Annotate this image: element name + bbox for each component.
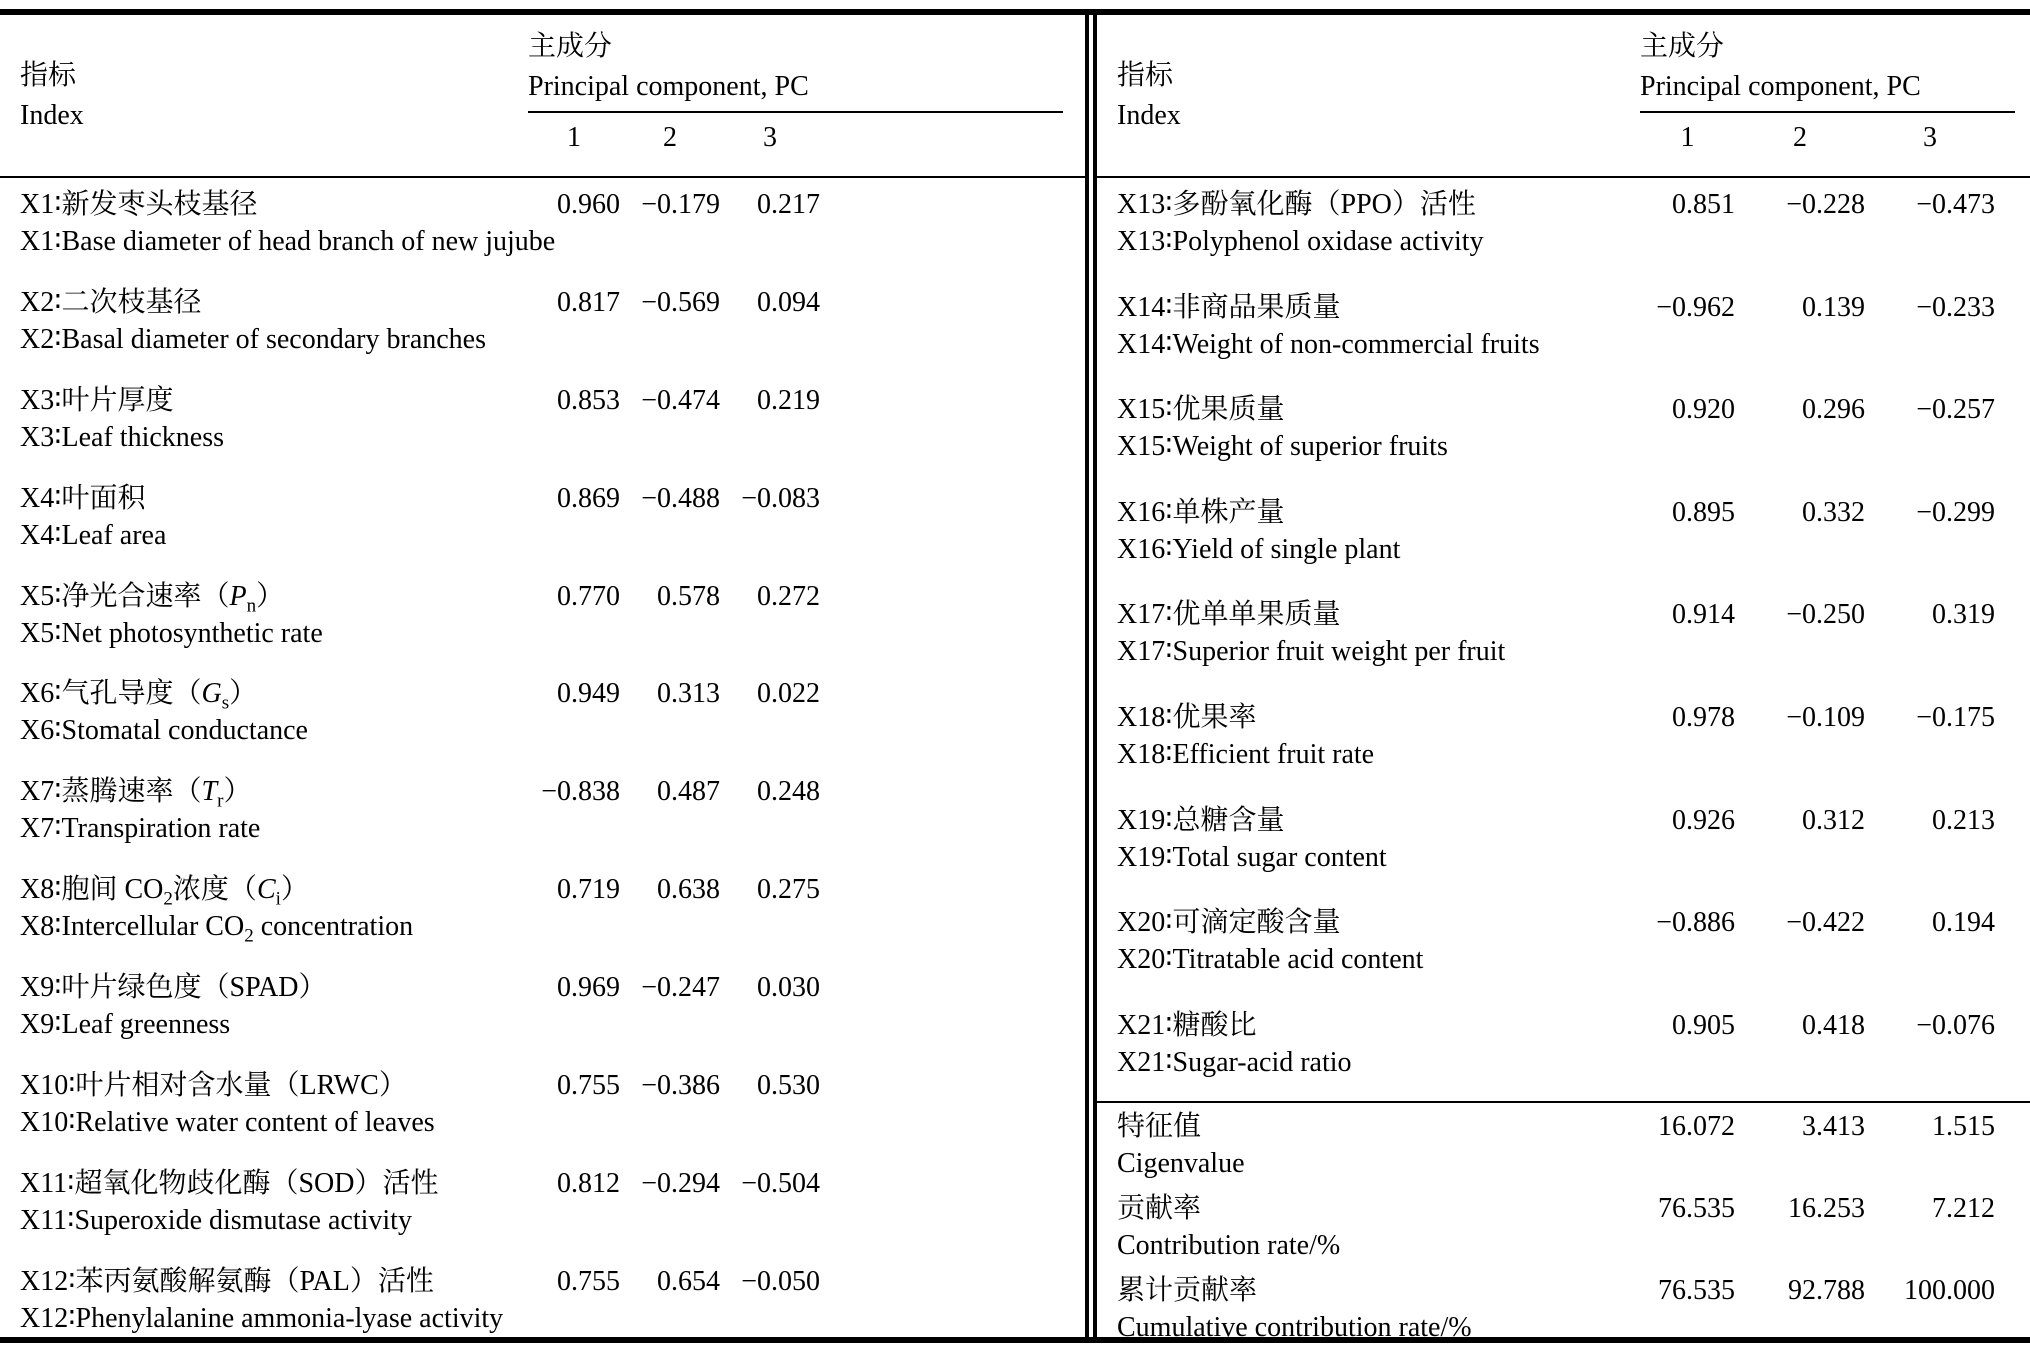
pc2-value: −0.294 — [641, 1167, 720, 1199]
row-label-en: X4∶Leaf area — [20, 519, 167, 551]
row-label-zh: X20∶可滴定酸含量 — [1117, 907, 1341, 939]
pc3-value: −0.504 — [741, 1167, 820, 1199]
row-label-en: X2∶Basal diameter of secondary branches — [20, 323, 486, 355]
pc2-value: −0.386 — [641, 1070, 720, 1102]
row-label-zh: X7∶蒸腾速率$(T_r)$ — [20, 776, 252, 812]
pc-col-3: 3 — [763, 122, 777, 153]
pc1-value: −0.962 — [1656, 291, 1735, 323]
row-values — [528, 578, 820, 615]
pc1-value: 76.535 — [1658, 1192, 1735, 1224]
pc3-value: 0.030 — [757, 972, 820, 1004]
pc1-value: −0.838 — [541, 776, 620, 808]
pc1-value: 0.869 — [557, 482, 620, 514]
pc2-value: −0.422 — [1786, 907, 1865, 939]
row-values — [528, 969, 820, 1006]
row-label-zh: X18∶优果率 — [1117, 701, 1257, 733]
pc3-value: 0.094 — [757, 286, 820, 318]
table-row — [1097, 178, 2030, 281]
row-values — [528, 284, 820, 321]
pc1-value: 0.978 — [1672, 701, 1735, 733]
table-row — [1097, 794, 2030, 897]
pc2-value: 92.788 — [1788, 1274, 1865, 1306]
pc2-value: 0.578 — [657, 580, 720, 612]
index-column-header — [1117, 15, 1181, 176]
pc2-value: −0.109 — [1786, 701, 1865, 733]
row-values — [528, 1165, 820, 1202]
table-row — [0, 1255, 1085, 1353]
pc1-value: 0.851 — [1672, 189, 1735, 220]
pc2-value: −0.247 — [641, 972, 720, 1004]
pc2-value: 0.313 — [657, 678, 720, 710]
row-label-zh: X12∶苯丙氨酸解氨酶（PAL）活性 — [20, 1265, 434, 1297]
row-label-en: X1∶Base diameter of head branch of new jujube — [20, 226, 556, 257]
row-values — [528, 871, 820, 908]
row-label-zh: X10∶叶片相对含水量（LRWC） — [20, 1070, 407, 1102]
pc3-value: 7.212 — [1932, 1192, 1995, 1224]
table-row — [0, 570, 1085, 668]
pc3-value: −0.050 — [741, 1265, 820, 1297]
pc-col-3: 3 — [1923, 122, 1937, 153]
pc2-value: −0.250 — [1786, 599, 1865, 631]
row-values — [528, 382, 820, 419]
row-label-zh: X8∶胞间 $CO_2$浓度$(C_i)$ — [20, 874, 309, 910]
pc3-value: 0.194 — [1932, 907, 1995, 939]
pc2-value: 0.312 — [1802, 804, 1865, 836]
pc2-value: 16.253 — [1788, 1192, 1865, 1224]
pc2-value: 0.418 — [1802, 1009, 1865, 1041]
pc2-value: 0.487 — [657, 776, 720, 808]
table-row — [1097, 999, 2030, 1102]
row-label-zh: X9∶叶片绿色度（SPAD） — [20, 972, 327, 1004]
row-label-en: Contribution rate/% — [1117, 1229, 1341, 1261]
pc3-value: 1.515 — [1932, 1111, 1995, 1143]
row-label-zh: X16∶单株产量 — [1117, 496, 1285, 528]
pc1-value: 0.960 — [557, 189, 620, 220]
row-values — [528, 480, 820, 517]
principal-component-header — [1640, 27, 2015, 163]
principal-component-header — [528, 27, 1063, 163]
table-row — [1097, 1185, 2030, 1267]
pc1-value: 0.755 — [557, 1265, 620, 1297]
row-values — [1640, 494, 1995, 531]
index-header-en: Index — [1117, 99, 1181, 131]
pc2-value: −0.179 — [641, 189, 720, 220]
index-header-zh: 指标 — [1117, 59, 1174, 91]
row-label-en: X9∶Leaf greenness — [20, 1009, 231, 1041]
pc-header-zh: 主成分 — [528, 31, 613, 62]
pc3-value: 0.319 — [1932, 599, 1995, 631]
pc3-value: 0.530 — [757, 1070, 820, 1102]
row-label-zh: X6∶气孔导度$(G_s)$ — [20, 678, 258, 715]
row-values — [1640, 1007, 1995, 1044]
table-row — [0, 667, 1085, 765]
pc1-value: 0.914 — [1672, 599, 1735, 631]
row-label-zh: X14∶非商品果质量 — [1117, 291, 1341, 323]
pc-column-numbers — [1640, 113, 2015, 163]
pc1-value: 0.969 — [557, 972, 620, 1004]
table-row — [0, 1157, 1085, 1255]
row-values — [1640, 289, 1995, 326]
row-values — [1640, 904, 1995, 941]
pc3-value: 0.248 — [757, 776, 820, 808]
row-label-en: X19∶Total sugar content — [1117, 841, 1387, 873]
pc-column-numbers — [528, 113, 1063, 163]
pc3-value: 0.217 — [757, 189, 820, 220]
row-label-zh: X1∶新发枣头枝基径 — [20, 189, 258, 220]
pc1-value: 76.535 — [1658, 1274, 1735, 1306]
row-label-en: X21∶Sugar-acid ratio — [1117, 1046, 1352, 1078]
pc2-value: 0.638 — [657, 874, 720, 906]
pc-col-1: 1 — [1680, 122, 1695, 153]
pc3-value: 100.000 — [1904, 1274, 1995, 1306]
row-values — [1640, 1108, 1995, 1145]
pc-header-en: Principal component, PC — [1640, 71, 1921, 102]
left-header — [0, 15, 1085, 178]
table-row — [1097, 486, 2030, 589]
table-row — [1097, 281, 2030, 384]
pc1-value: −0.886 — [1656, 907, 1735, 939]
row-label-zh: X21∶糖酸比 — [1117, 1009, 1257, 1041]
pc-header-en: Principal component, PC — [528, 71, 809, 102]
pc1-value: 0.719 — [557, 874, 620, 906]
pc2-value: 3.413 — [1802, 1111, 1865, 1143]
table-row — [1097, 383, 2030, 486]
index-column-header — [20, 15, 84, 176]
pc2-value: −0.474 — [641, 384, 720, 416]
table-row — [0, 178, 1085, 276]
table-row — [1097, 896, 2030, 999]
row-label-zh: X15∶优果质量 — [1117, 394, 1285, 426]
table-row — [1097, 588, 2030, 691]
pc1-value: 0.905 — [1672, 1009, 1735, 1041]
row-values — [1640, 802, 1995, 839]
row-label-en: X20∶Titratable acid content — [1117, 944, 1424, 976]
pc3-value: 0.219 — [757, 384, 820, 416]
pc1-value: 0.949 — [557, 678, 620, 710]
row-label-en: X6∶Stomatal conductance — [20, 715, 308, 747]
pc2-value: −0.569 — [641, 286, 720, 318]
table-right-half — [1085, 15, 2030, 1343]
pc-col-2: 2 — [663, 122, 677, 153]
row-label-zh: X13∶多酚氧化酶（PPO）活性 — [1117, 189, 1476, 220]
pc1-value: 0.770 — [557, 580, 620, 612]
pc1-value: 0.853 — [557, 384, 620, 416]
pc1-value: 16.072 — [1658, 1111, 1735, 1143]
row-label-zh: X11∶超氧化物歧化酶（SOD）活性 — [20, 1167, 439, 1199]
pc2-value: 0.139 — [1802, 291, 1865, 323]
row-label-zh: 累计贡献率 — [1117, 1274, 1258, 1306]
table-row — [1097, 691, 2030, 794]
row-label-zh: 特征值 — [1117, 1111, 1202, 1143]
pc3-value: 0.272 — [757, 580, 820, 612]
pc1-value: 0.812 — [557, 1167, 620, 1199]
pc3-value: 0.022 — [757, 678, 820, 710]
row-label-zh: X2∶二次枝基径 — [20, 286, 202, 318]
table-left-half — [0, 15, 1085, 1337]
pc3-value: −0.076 — [1916, 1009, 1995, 1041]
row-label-en: X13∶Polyphenol oxidase activity — [1117, 226, 1484, 257]
row-values — [1640, 596, 1995, 633]
pc1-value: 0.895 — [1672, 496, 1735, 528]
row-values — [528, 186, 820, 223]
row-values — [528, 675, 820, 712]
table-row — [0, 276, 1085, 374]
row-label-en: X8∶Intercellular $CO_2$ concentration — [20, 911, 414, 947]
row-label-en: X11∶Superoxide dismutase activity — [20, 1204, 412, 1236]
row-values — [1640, 186, 1995, 223]
pc3-value: −0.257 — [1916, 394, 1995, 426]
pc3-value: −0.233 — [1916, 291, 1995, 323]
row-values — [1640, 391, 1995, 428]
summary-section — [1097, 1101, 2030, 1348]
pc3-value: −0.299 — [1916, 496, 1995, 528]
table-row — [0, 1059, 1085, 1157]
pc-col-2: 2 — [1793, 122, 1807, 153]
row-label-en: X5∶Net photosynthetic rate — [20, 617, 323, 649]
row-label-en: X16∶Yield of single plant — [1117, 533, 1401, 565]
table-row — [0, 961, 1085, 1059]
row-label-zh: X17∶优单单果质量 — [1117, 599, 1341, 631]
pc3-value: −0.083 — [741, 482, 820, 514]
table-row — [0, 472, 1085, 570]
pc3-value: −0.473 — [1916, 189, 1995, 220]
row-label-zh: 贡献率 — [1117, 1192, 1202, 1224]
row-values — [1640, 699, 1995, 736]
left-rows — [0, 178, 1085, 1353]
pc3-value: 0.275 — [757, 874, 820, 906]
pc-col-1: 1 — [567, 122, 581, 153]
right-rows — [1097, 178, 2030, 1101]
right-header — [1097, 15, 2030, 178]
index-header-en: Index — [20, 99, 84, 131]
row-label-en: X3∶Leaf thickness — [20, 421, 224, 453]
row-label-en: X12∶Phenylalanine ammonia-lyase activity — [20, 1302, 504, 1334]
row-values — [528, 1067, 820, 1104]
pc2-value: 0.654 — [657, 1265, 720, 1297]
row-label-en: X18∶Efficient fruit rate — [1117, 738, 1375, 770]
row-label-en: X17∶Superior fruit weight per fruit — [1117, 636, 1506, 668]
row-label-en: X15∶Weight of superior fruits — [1117, 431, 1448, 463]
pc3-value: −0.175 — [1916, 701, 1995, 733]
pc1-value: 0.920 — [1672, 394, 1735, 426]
index-header-zh: 指标 — [20, 59, 77, 91]
row-values — [528, 773, 820, 810]
pc2-value: 0.332 — [1802, 496, 1865, 528]
pc3-value: 0.213 — [1932, 804, 1995, 836]
row-label-en: Cumulative contribution rate/% — [1117, 1311, 1472, 1343]
table-row — [1097, 1267, 2030, 1349]
row-label-en: X14∶Weight of non-commercial fruits — [1117, 328, 1540, 360]
row-values — [1640, 1272, 1995, 1309]
pc2-value: −0.228 — [1786, 189, 1865, 220]
pc1-value: 0.755 — [557, 1070, 620, 1102]
row-label-zh: X3∶叶片厚度 — [20, 384, 174, 416]
pc2-value: 0.296 — [1802, 394, 1865, 426]
row-values — [1640, 1190, 1995, 1227]
row-label-zh: X19∶总糖含量 — [1117, 804, 1285, 836]
row-label-en: Cigenvalue — [1117, 1148, 1245, 1180]
row-label-zh: X5∶净光合速率$(P_n)$ — [20, 580, 285, 617]
row-values — [528, 1263, 820, 1300]
row-label-en: X7∶Transpiration rate — [20, 813, 261, 845]
table-row — [0, 863, 1085, 961]
pc-header-zh: 主成分 — [1640, 31, 1725, 62]
pc1-value: 0.817 — [557, 286, 620, 318]
table-row — [0, 765, 1085, 863]
row-label-zh: X4∶叶面积 — [20, 482, 146, 514]
table-row — [1097, 1103, 2030, 1185]
pc1-value: 0.926 — [1672, 804, 1735, 836]
pc2-value: −0.488 — [641, 482, 720, 514]
table-row — [0, 374, 1085, 472]
pca-loadings-table — [0, 9, 2030, 1343]
row-label-en: X10∶Relative water content of leaves — [20, 1107, 435, 1139]
